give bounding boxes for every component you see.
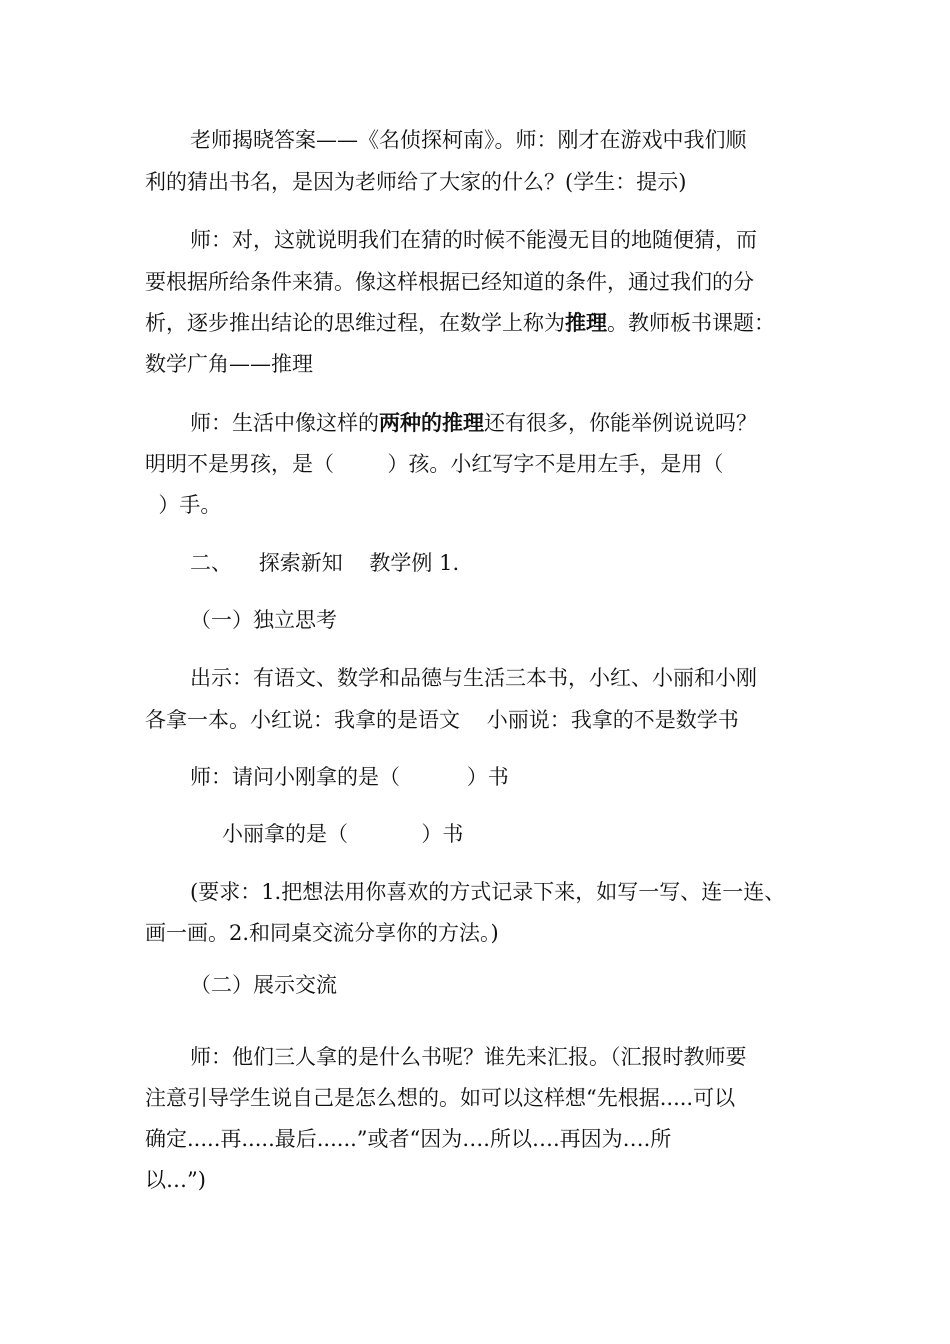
- paragraph-examples-line-1: [190, 408, 757, 438]
- subheading-show-exchange: （二）展示交流: [190, 973, 337, 997]
- paragraph-report-line-1: 师：他们三人拿的是什么书呢？谁先来汇报。（汇报时教师要: [190, 1045, 747, 1069]
- question-xiaogang: 师：请问小刚拿的是（ ）书: [190, 765, 509, 789]
- lesson-title: 数学广角——推理: [145, 352, 313, 376]
- requirements-line-2: 画一画。2.和同桌交流分享你的方法。): [145, 921, 499, 945]
- paragraph-report-line-2: 注意引导学生说自己是怎么想的。如可以这样想“先根据.....可以: [145, 1086, 736, 1110]
- subheading-independent-thinking: （一）独立思考: [190, 608, 337, 632]
- paragraph-problem-line-1: 出示：有语文、数学和品德与生活三本书，小红、小丽和小刚: [190, 666, 757, 690]
- text-span: 师：生活中像这样的: [190, 411, 379, 435]
- text-span: 析，逐步推出结论的思维过程，在数学上称为: [145, 311, 565, 335]
- paragraph-reasoning-line-3: [145, 308, 775, 338]
- bold-term-reasoning: 推理: [565, 310, 607, 335]
- paragraph-problem-line-2: 各拿一本。小红说：我拿的是语文 小丽说：我拿的不是数学书: [145, 708, 739, 732]
- paragraph-reasoning-line-2: 要根据所给条件来猜。像这样根据已经知道的条件，通过我们的分: [145, 270, 754, 294]
- paragraph-report-line-3: 确定.....再.....最后......”或者“因为….所以….再因为….所: [145, 1127, 672, 1151]
- text-span: 还有很多，你能举例说说吗？: [484, 411, 757, 435]
- text-span: 。教师板书课题：: [607, 311, 775, 335]
- paragraph-report-line-4: 以…”): [145, 1168, 206, 1192]
- paragraph-examples-line-2: 明明不是男孩，是（ ）孩。小红写字不是用左手，是用（: [145, 452, 724, 476]
- question-xiaoli: 小丽拿的是（ ）书: [222, 822, 464, 846]
- paragraph-reveal-line-2: 利的猜出书名，是因为老师给了大家的什么？(学生：提示): [145, 170, 687, 194]
- paragraph-reveal-line-1: 老师揭晓答案——《名侦探柯南》。师：刚才在游戏中我们顺: [190, 128, 747, 152]
- paragraph-reasoning-line-1: 师：对，这就说明我们在猜的时候不能漫无目的地随便猜，而: [190, 228, 757, 252]
- section-heading-explore: 二、 探索新知 教学例 1.: [190, 551, 460, 575]
- requirements-line-1: (要求：1.把想法用你喜欢的方式记录下来，如写一写、连一连、: [190, 880, 786, 904]
- paragraph-examples-line-3: ）手。: [145, 493, 222, 517]
- bold-term-two-reasoning: 两种的推理: [379, 410, 484, 435]
